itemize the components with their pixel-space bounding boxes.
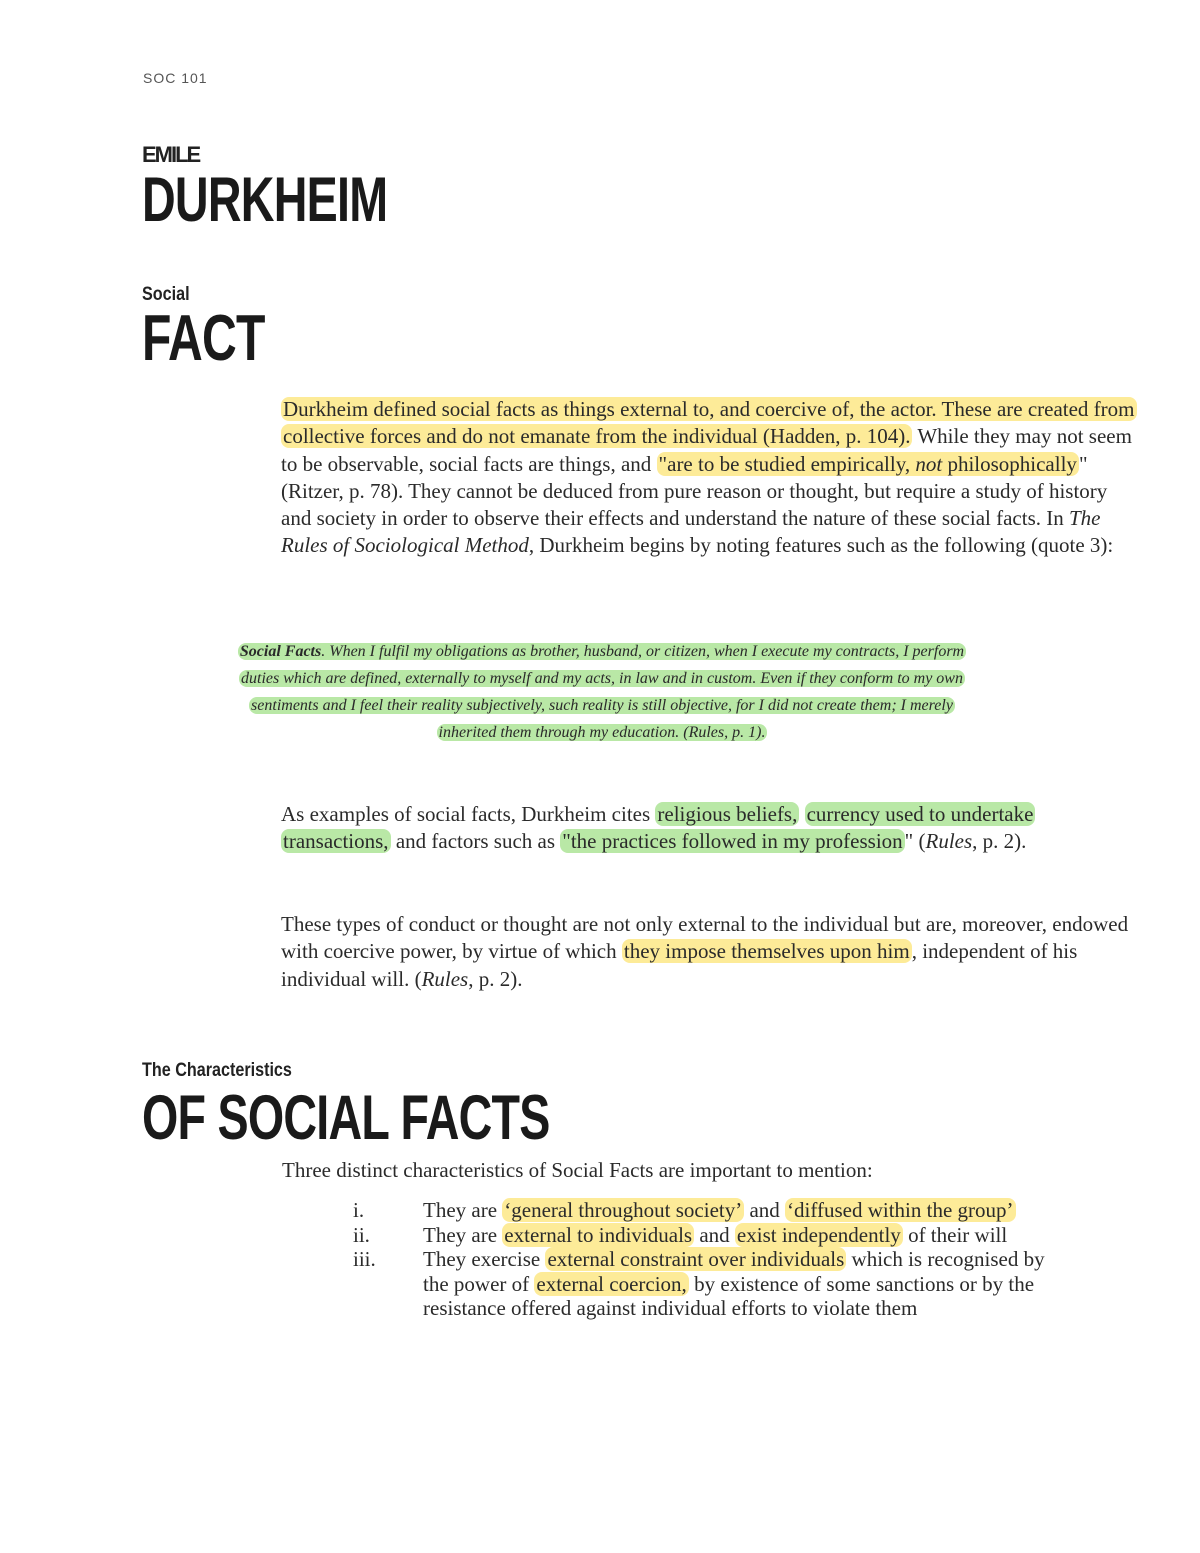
highlight-external: external to individuals [504, 1222, 693, 1247]
section-small-characteristics: The Characteristics [142, 1060, 292, 1081]
section-small-social: Social [142, 284, 190, 305]
highlight-empirically: "are to be studied empirically, not philosophically [658, 451, 1077, 476]
paragraph-coercive: These types of conduct or thought are not only external to the individual but are, moreover, endowed with coercive power, by virtue of which they impose themselves upon him, independent of his individual will. (Rules, p. 2). [281, 912, 1129, 991]
highlight-definition: Durkheim defined social facts as things external to, and coercive of, the actor. These are created from collective forces and do not emanate from the individual (Hadden, p. 104). [283, 397, 1135, 449]
course-code: SOC 101 [143, 70, 208, 86]
highlight-coercion: external coercion, [536, 1271, 687, 1296]
paragraph-definition: Durkheim defined social facts as things external to, and coercive of, the actor. These are created from collective forces and do not emanate from the individual (Hadden, p. 104). While they may not seem to be observable, social facts are things, and "are to be studied empirically, not philosophically" (Ritzer, p. 78). They cannot be deduced from pure reason or thought, but require a study of history and society in order to observe their effects and understand the nature of these social facts. In The Rules of Sociological Method, Durkheim begins by noting features such as the following (quote 3): [281, 397, 1135, 558]
highlight-quote: Social Facts. When I fulfil my obligations as brother, husband, or citizen, when I execute my contracts, I perform duties which are defined, externally to myself and my acts, in law and in custom. Even if they conform to my own sentiments and I feel their reality subjectively, such reality is still objective, for I did not create them; I merely inherited them through my education. (Rules, p. 1). [239, 643, 965, 741]
highlight-general: ‘general throughout society’ [504, 1198, 743, 1222]
characteristics-intro: Three distinct characteristics of Social Facts are important to mention: [282, 1158, 873, 1182]
highlight-independently: exist independently [736, 1222, 901, 1247]
highlight-impose: they impose themselves upon him [623, 939, 910, 964]
block-quote [222, 638, 982, 746]
list-item: iii. They exercise external constraint over individuals which is recognised by the power of external coercion, by existence of some sanctions or by the resistance offered against individual efforts to violate them [353, 1247, 1045, 1320]
characteristics-list [353, 1198, 1063, 1321]
list-item: i. They are ‘general throughout society’ and ‘diffused within the group’ [353, 1198, 1014, 1222]
quote-lead: Social Facts [239, 643, 322, 660]
list-item: ii. They are external to individuals and exist independently of their will [353, 1222, 1008, 1247]
page-title: DURKHEIM [142, 165, 388, 235]
title-small: EMILE [142, 142, 200, 167]
paragraph-examples: As examples of social facts, Durkheim cites religious beliefs, currency used to undertake transactions, and factors such as "the practices followed in my profession" (Rules, p. 2). [281, 802, 1034, 854]
section-title-fact: FACT [142, 301, 265, 374]
book-title: The Rules of Sociological Method [281, 506, 1101, 558]
highlight-constraint: external constraint over individuals [547, 1247, 845, 1271]
highlight-diffused: ‘diffused within the group’ [787, 1198, 1014, 1222]
highlight-practices: "the practices followed in my profession [562, 829, 903, 854]
section-title-social-facts: OF SOCIAL FACTS [142, 1083, 550, 1153]
highlight-currency: currency used to undertake transactions, [283, 802, 1034, 854]
highlight-religious-beliefs: religious beliefs, [657, 802, 798, 826]
